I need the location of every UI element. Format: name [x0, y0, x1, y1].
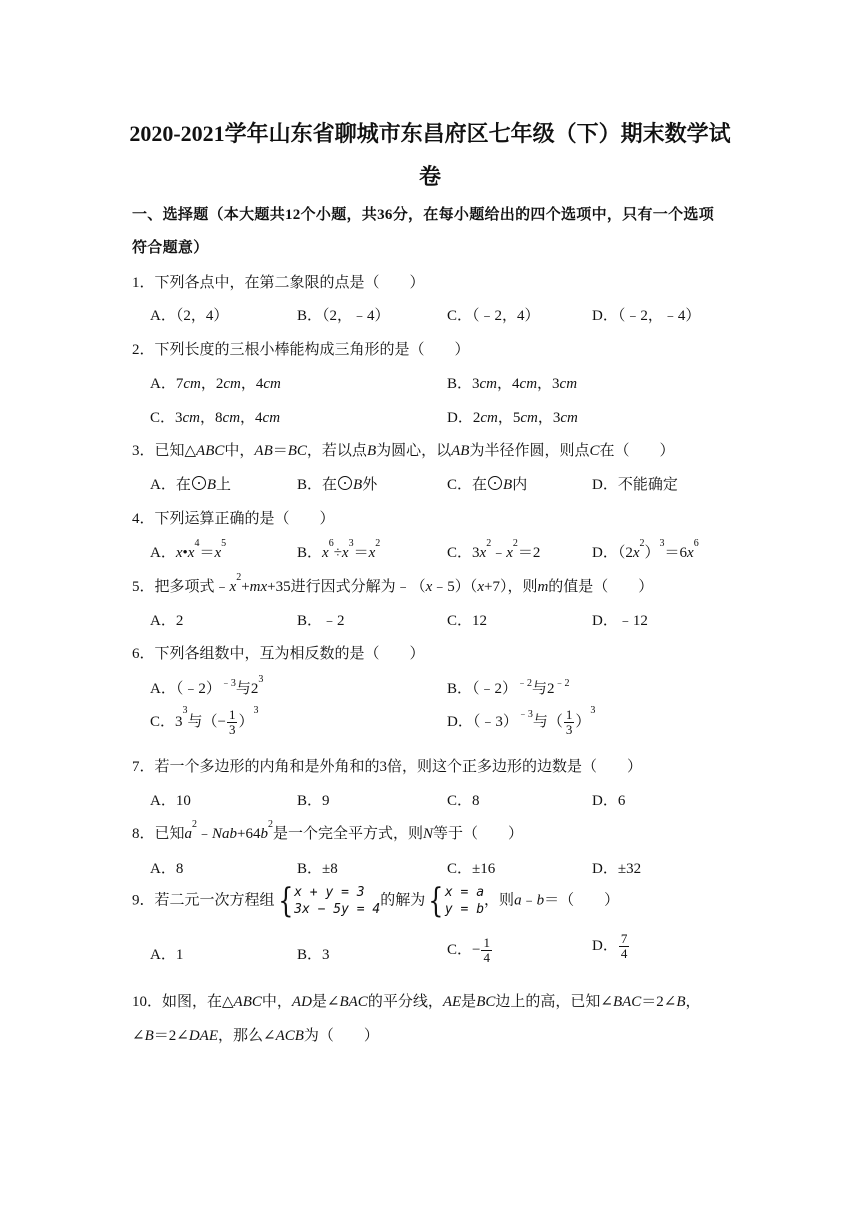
q5-option-d: D．﹣12 — [592, 613, 648, 629]
page-title — [0, 117, 860, 148]
equation-system: { x + y = 3 3x − 5y = 4 — [277, 881, 381, 921]
fraction: $\frac{7}{4}$ — [620, 931, 628, 961]
circle-dot-icon — [338, 476, 352, 490]
q2-option-c: C．3cm，8cm，4cm — [150, 410, 281, 426]
q8-option-c: C．±16 — [447, 861, 496, 877]
q6-option-a: A．（﹣2）$^{﹣3}$与$2^3$ — [150, 674, 264, 697]
question-8-stem: 8．已知$a^2﹣Nab+64b^2$是一个完全平方式，则N等于（ ） — [132, 819, 524, 842]
question-10-stem: 10．如图，在△ABC中，AD是∠BAC的平分线，AE是BC边上的高，已知∠BAC＝2∠B， — [132, 994, 701, 1010]
question-1-stem: 1．下列各点中，在第二象限的点是（ ） — [132, 275, 425, 291]
q6-option-b: B．（﹣2）$^{﹣2}$与$2^{﹣2}$ — [447, 678, 570, 697]
question-6-stem: 6．下列各组数中，互为相反数的是（ ） — [132, 646, 425, 662]
q3-option-a: A．在 B上 — [150, 477, 232, 493]
section-heading-line-2: 符合题意） — [132, 240, 209, 256]
fraction: $\frac{1}{3}$ — [565, 707, 573, 737]
q5-option-a: A．2 — [150, 613, 184, 629]
q9-option-d: D． $\frac{7}{4}$ — [592, 931, 628, 961]
q4-option-c: C．$3x^2﹣x^2=2$ — [447, 538, 541, 561]
q7-option-b: B．9 — [297, 793, 330, 809]
q1-option-c: C．（﹣2，4） — [447, 308, 540, 324]
question-5-stem: 5．把多项式$﹣x^2+mx+35$进行因式分解为﹣（x﹣5）（x+7），则m的值是（ ） — [132, 572, 654, 595]
question-2-stem: 2．下列长度的三根小棒能构成三角形的是（ ） — [132, 342, 470, 358]
q5-option-b: B．﹣2 — [297, 613, 345, 629]
q6-option-c: C．$3^3$与（− $\frac{1}{3}$ ）$^3$ — [150, 705, 259, 737]
fraction: $\frac{1}{4}$ — [483, 935, 490, 965]
q4-option-a: A．$x•x^4=x^5$ — [150, 538, 227, 561]
page-title-continued — [0, 160, 860, 191]
q1-option-b: B．（2，﹣4） — [297, 308, 390, 324]
q2-option-b: B．3cm，4cm，3cm — [447, 376, 578, 392]
title-line-2: 卷 — [418, 164, 441, 189]
question-3-stem: 3．已知△ABC中，AB＝BC，若以点B为圆心，以AB为半径作圆，则点C在（ ） — [132, 443, 675, 459]
title-line-1: 2020-2021学年山东省聊城市东昌府区七年级（下）期末数学试 — [129, 121, 731, 146]
q9-option-a: A．1 — [150, 947, 184, 963]
q9-option-c: C．− $\frac{1}{4}$ — [447, 935, 490, 965]
section-heading-line-1: 一、选择题（本大题共12个小题，共36分，在每小题给出的四个选项中，只有一个选项 — [132, 207, 715, 223]
section-heading — [132, 203, 714, 224]
q6-option-d: D．（﹣3）$^{﹣3}$与（ $\frac{1}{3}$ ）$^3$ — [447, 705, 596, 737]
solution-system: { x = a y = b — [428, 881, 485, 921]
q8-option-d: D．±32 — [592, 861, 642, 877]
q1-option-d: D．（﹣2，﹣4） — [592, 308, 701, 324]
q8-option-b: B．±8 — [297, 861, 338, 877]
q4-option-d: D．$(2x^2)^3=6x^6$ — [592, 538, 699, 561]
circle-dot-icon — [488, 476, 502, 490]
q2-option-d: D．2cm，5cm，3cm — [447, 410, 578, 426]
question-7-stem: 7．若一个多边形的内角和是外角和的3倍，则这个正多边形的边数是（ ） — [132, 759, 643, 775]
question-10-stem-continued: ∠B＝2∠DAE，那么∠ACB为（ ） — [132, 1028, 379, 1044]
q7-option-d: D．6 — [592, 793, 626, 809]
fraction: $\frac{1}{3}$ — [228, 707, 236, 737]
q3-option-c: C．在 B内 — [447, 477, 528, 493]
q2-option-a: A．7cm，2cm，4cm — [150, 376, 281, 392]
q3-option-b: B．在 B外 — [297, 477, 378, 493]
question-9-stem: 9．若二元一次方程组 { x + y = 3 3x − 5y = 4 的解为 { x = a y = b ，则a﹣b＝（ ） — [132, 881, 620, 921]
q8-option-a: A．8 — [150, 861, 184, 877]
q4-option-b: B．$x^6\div x^3=x^2$ — [297, 538, 381, 561]
q3-option-d: D．不能确定 — [592, 477, 678, 493]
q1-option-a: A．（2，4） — [150, 308, 229, 324]
q7-option-c: C．8 — [447, 793, 480, 809]
q5-option-c: C．12 — [447, 613, 488, 629]
circle-dot-icon — [192, 476, 206, 490]
q7-option-a: A．10 — [150, 793, 191, 809]
question-4-stem: 4．下列运算正确的是（ ） — [132, 511, 335, 527]
section-heading-continued — [132, 236, 209, 257]
q9-option-b: B．3 — [297, 947, 330, 963]
